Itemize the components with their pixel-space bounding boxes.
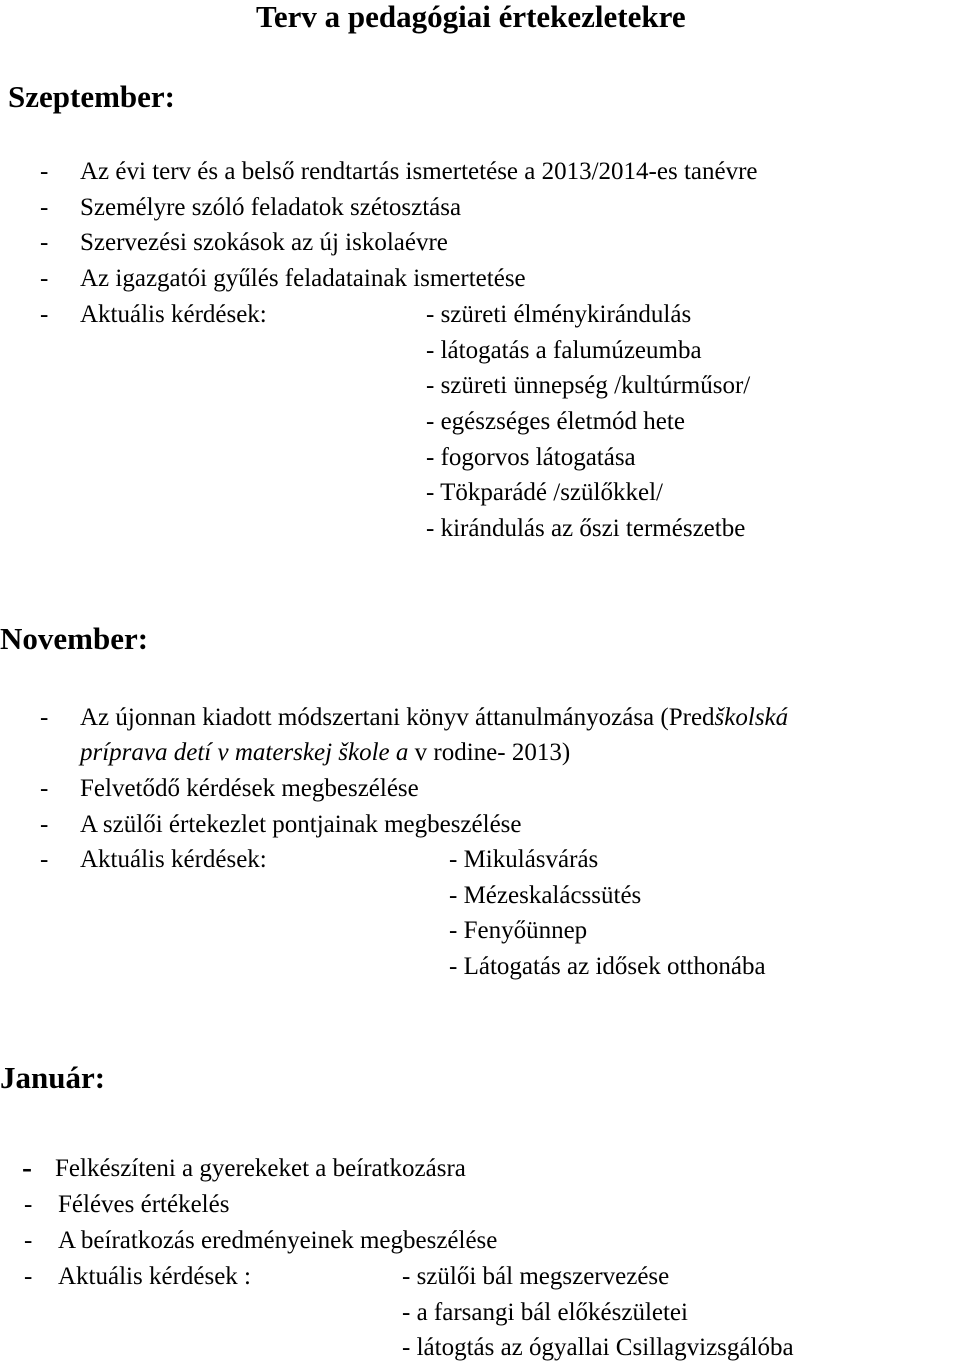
jan-item-4: Aktuális kérdések : — [58, 1263, 252, 1290]
sep-item-2: Személyre szóló feladatok szétosztása — [80, 194, 462, 221]
sep-item-5: Aktuális kérdések: — [80, 301, 267, 328]
nov-item-1-line-1 — [80, 703, 788, 733]
heading-november: November: — [0, 621, 149, 656]
bullet-dash: - — [22, 1151, 32, 1184]
bullet-dash: - — [40, 811, 49, 838]
bullet-dash: - — [40, 265, 49, 292]
sep-sub-7: - kirándulás az őszi természetbe — [426, 515, 746, 542]
nov-sub-1: - Mikulásvárás — [449, 846, 599, 873]
nov-item-3: A szülői értekezlet pontjainak megbeszélése — [80, 811, 522, 838]
jan-sub-2: - a farsangi bál előkészületei — [402, 1299, 688, 1326]
page-title: Terv a pedagógiai értekezletekre — [256, 0, 686, 34]
nov-item-1-line-2 — [80, 738, 570, 768]
bullet-dash: - — [40, 775, 49, 802]
bullet-dash: - — [40, 846, 49, 873]
heading-january: Január: — [0, 1060, 106, 1095]
sep-item-3: Szervezési szokások az új iskolaévre — [80, 229, 448, 256]
sep-item-1: Az évi terv és a belső rendtartás ismertetése a 2013/2014-es tanévre — [80, 158, 758, 185]
jan-item-1: Felkészíteni a gyerekeket a beíratkozásra — [55, 1155, 466, 1182]
sep-sub-4: - egészséges életmód hete — [426, 408, 685, 435]
jan-sub-3: - látogtás az ógyallai Csillagvizsgálóba — [402, 1334, 794, 1361]
heading-september: Szeptember: — [8, 79, 175, 114]
nov-item-1-rest: v rodine- 2013) — [408, 739, 571, 766]
bullet-dash: - — [40, 158, 49, 185]
sep-sub-1: - szüreti élménykirándulás — [426, 301, 692, 328]
nov-sub-3: - Fenyőünnep — [449, 917, 588, 944]
bullet-dash: - — [40, 704, 49, 731]
nov-item-2: Felvetődő kérdések megbeszélése — [80, 775, 419, 802]
sep-sub-2: - látogatás a falumúzeumba — [426, 337, 702, 364]
sep-item-4: Az igazgatói gyűlés feladatainak ismertetése — [80, 265, 526, 292]
jan-item-2: Féléves értékelés — [58, 1191, 230, 1218]
nov-sub-2: - Mézeskalácssütés — [449, 882, 642, 909]
sep-sub-3: - szüreti ünnepség /kultúrműsor/ — [426, 372, 751, 399]
sep-sub-5: - fogorvos látogatása — [426, 444, 636, 471]
nov-sub-4: - Látogatás az idősek otthonába — [449, 953, 766, 980]
nov-item-1-text: Az újonnan kiadott módszertani könyv áttanulmányozása (Pred — [80, 704, 715, 731]
bullet-dash: - — [24, 1227, 33, 1254]
nov-item-1-book-title: príprava detí v materskej škole a — [80, 739, 409, 766]
bullet-dash: - — [24, 1263, 33, 1290]
nov-item-1-italic: školská — [714, 704, 789, 731]
bullet-dash: - — [24, 1191, 33, 1218]
bullet-dash: - — [40, 194, 49, 221]
jan-item-3: A beíratkozás eredményeinek megbeszélése — [58, 1227, 498, 1254]
nov-item-4: Aktuális kérdések: — [80, 846, 267, 873]
jan-sub-1: - szülői bál megszervezése — [402, 1263, 670, 1290]
bullet-dash: - — [40, 301, 49, 328]
bullet-dash: - — [40, 229, 49, 256]
sep-sub-6: - Tökparádé /szülőkkel/ — [426, 479, 663, 506]
